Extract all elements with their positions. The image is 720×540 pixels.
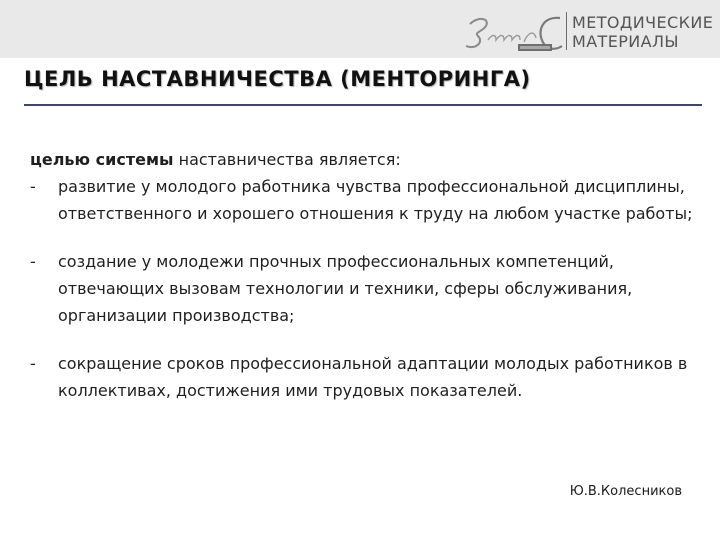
- title-underline: [24, 104, 702, 106]
- logo-line-1: МЕТОДИЧЕСКИЕ: [572, 13, 714, 32]
- list-dash: -: [30, 177, 36, 196]
- logo-divider: [566, 12, 567, 50]
- logo: [462, 10, 714, 56]
- list-item: [30, 248, 710, 329]
- slide-title: ЦЕЛЬ НАСТАВНИЧЕСТВА (МЕНТОРИНГА): [24, 67, 531, 91]
- list-item: [30, 350, 710, 404]
- logo-line-2: МАТЕРИАЛЫ: [572, 32, 679, 51]
- logo-script-image: [462, 12, 566, 54]
- list-item-text: сокращение сроков профессиональной адаптации молодых работников в коллективах, достижения ими трудовых показателей.: [58, 354, 688, 400]
- list-item-text: создание у молодежи прочных профессиональных компетенций, отвечающих вызовам технологии и техники, сферы обслуживания, организации производства;: [58, 252, 633, 325]
- slide-body: [30, 146, 710, 404]
- list-dash: -: [30, 252, 36, 271]
- intro-line: [30, 146, 710, 173]
- list-dash: -: [30, 354, 36, 373]
- author-signature: Ю.В.Колесников: [569, 484, 682, 499]
- list-item: [30, 173, 710, 227]
- intro-rest: наставничества является:: [173, 150, 401, 169]
- list-item-text: развитие у молодого работника чувства профессиональной дисциплины, ответственного и хорошего отношения к труду на любом участке работы;: [58, 177, 693, 223]
- intro-bold: целью системы: [30, 150, 174, 169]
